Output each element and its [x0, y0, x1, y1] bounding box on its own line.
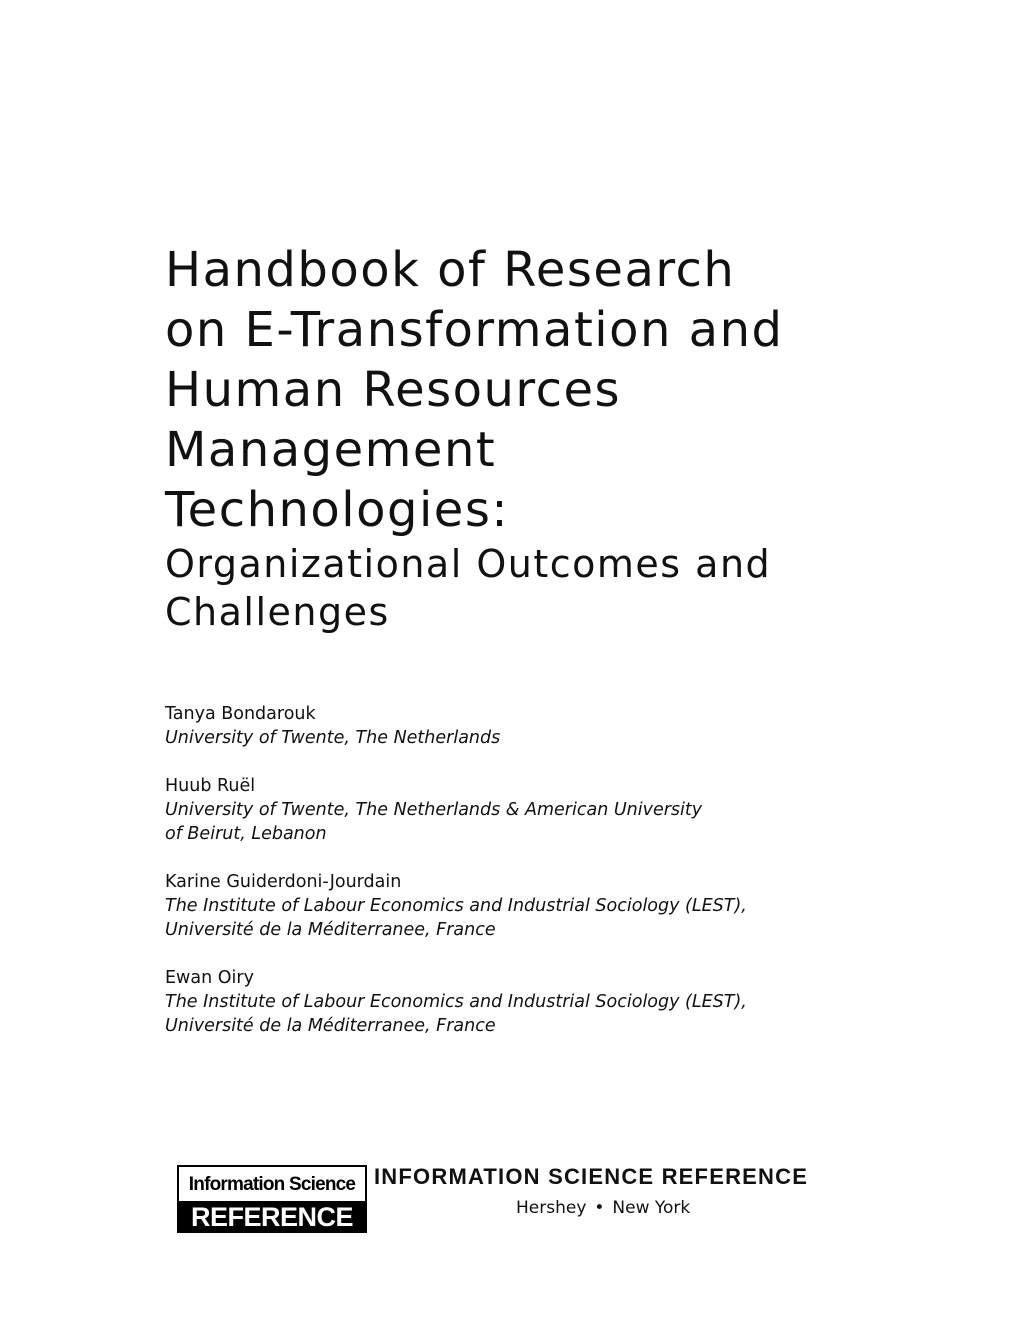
book-title-block [165, 240, 985, 636]
author-name: Ewan Oiry [165, 968, 254, 988]
publisher-name: INFORMATION SCIENCE REFERENCE [374, 1164, 809, 1189]
publisher-block [374, 1163, 854, 1219]
book-subtitle-line: Challenges [165, 590, 390, 634]
author-affiliation: The Institute of Labour Economics and Industrial Sociology (LEST), [165, 992, 747, 1012]
author-entry [165, 870, 925, 942]
author-name: Huub Ruël [165, 776, 256, 796]
author-entry [165, 702, 925, 750]
author-entry [165, 966, 925, 1038]
book-title-line: Technologies: [165, 482, 510, 538]
publisher-city: Hershey [516, 1198, 587, 1218]
author-list [165, 702, 925, 1062]
publisher-logo [177, 1165, 367, 1233]
author-name: Tanya Bondarouk [165, 704, 316, 724]
publisher-locations [374, 1197, 854, 1219]
author-affiliation: Université de la Méditerranee, France [165, 1016, 496, 1036]
book-title-line: Handbook of Research [165, 242, 736, 298]
author-affiliation: of Beirut, Lebanon [165, 824, 327, 844]
logo-top-text: Information Science [188, 1174, 356, 1195]
book-subtitle-line: Organizational Outcomes and [165, 542, 772, 586]
author-affiliation: University of Twente, The Netherlands [165, 728, 501, 748]
author-name: Karine Guiderdoni-Jourdain [165, 872, 402, 892]
logo-bottom-text: REFERENCE [179, 1201, 365, 1233]
publisher-city: New York [612, 1198, 691, 1218]
author-affiliation: University of Twente, The Netherlands & American University [165, 800, 703, 820]
book-title-line: Human Resources [165, 362, 621, 418]
book-title-line: on E-Transformation and [165, 302, 784, 358]
author-entry [165, 774, 925, 846]
author-affiliation: Université de la Méditerranee, France [165, 920, 496, 940]
author-affiliation: The Institute of Labour Economics and Industrial Sociology (LEST), [165, 896, 747, 916]
book-title-line: Management [165, 422, 497, 478]
bullet-separator: • [594, 1198, 605, 1218]
